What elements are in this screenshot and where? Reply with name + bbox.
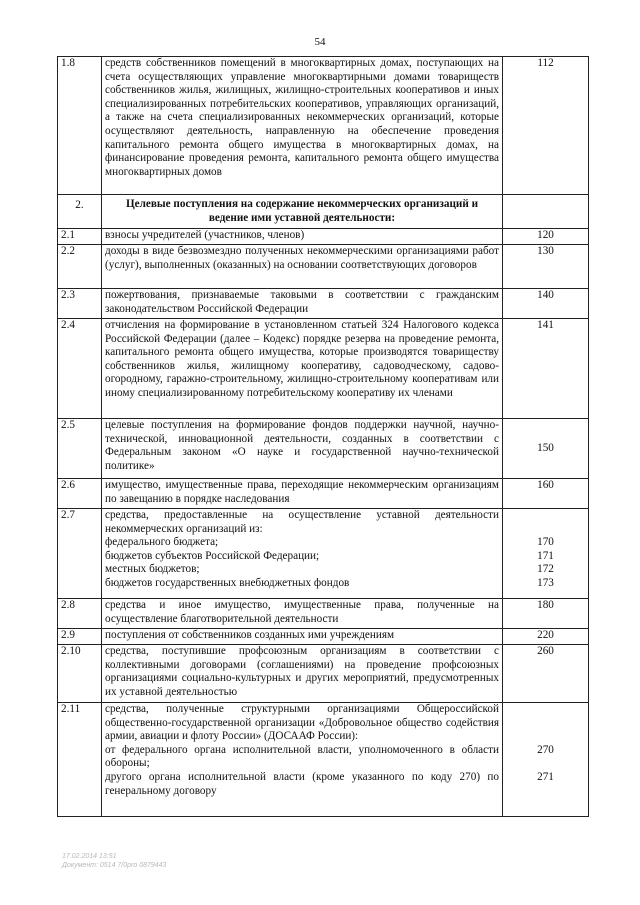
stamp-line: 17.02.2014 13:51 (62, 853, 117, 860)
row-code (503, 195, 589, 229)
section-heading: Целевые поступления на содержание некоммерческих организаций и ведение ими уставной деятельности: (102, 195, 503, 229)
sub-item-text: от федерального органа исполнительной власти, уполномоченного в области обороны; (105, 743, 499, 770)
sub-item-text: бюджетов субъектов Российской Федерации; (105, 549, 320, 562)
row-description-intro: средства, полученные структурными организациями Общероссийской общественно-государственной организации «Добровольное общество содействия армии, авиации и флоту России» (ДОСААФ России): (105, 703, 499, 743)
table-row (58, 645, 589, 703)
row-code: 260 (503, 645, 589, 703)
row-description-intro: средства, предоставленные на осуществление уставной деятельности некоммерческих организаций из: (105, 509, 499, 535)
table-row (58, 479, 589, 509)
row-code: 140 (503, 289, 589, 319)
row-number: 2.1 (58, 229, 102, 245)
stamp-line: Документ: 0514 7/0pro 0879443 (62, 862, 167, 869)
document-stamp (62, 852, 166, 870)
row-description: имущество, имущественные права, переходящие некоммерческим организациям по завещанию в порядке наследования (102, 479, 503, 509)
table-row (58, 319, 589, 419)
table-row (58, 509, 589, 599)
row-code: 130 (503, 245, 589, 289)
row-number: 2.8 (58, 599, 102, 629)
row-description: взносы учредителей (участников, членов) (102, 229, 503, 245)
row-description: поступления от собственников созданных ими учреждениям (102, 629, 503, 645)
row-description: отчисления на формирование в установленном статьей 324 Налогового кодекса Российской Федерации (далее – Кодекс) порядке резерва на проведение ремонта, капитального ремонта общего имущества, которые производятся товариществу собственников жилья, жилищному кооперативу, садоводческому, садово-огородному, гаражно-строительному, жилищно-строительному кооперативам или иному специализированному потребительскому кооперативу их членами (102, 319, 503, 419)
row-number: 1.8 (58, 57, 102, 195)
sub-item-text: другого органа исполнительной власти (кроме указанного по коду 270) по генеральному договору (105, 770, 499, 797)
row-number: 2.2 (58, 245, 102, 289)
row-description: средств собственников помещений в многоквартирных домах, поступающих на счета осуществляющих управление многоквартирными домами товариществ собственников жилья, жилищных, жилищно-строительных кооперативов и иных специализированных потребительских кооперативов, управляющих организаций, а также на счета специализированных некоммерческих организаций, которые осуществляют деятельность, направленную на обеспечение проведения капитального ремонта общего имущества в многоквартирных домах, на финансирование проведения ремонта, капитального ремонта общего имущества многоквартирных домов (102, 57, 503, 195)
page-number: 54 (314, 36, 326, 48)
row-number: 2.7 (58, 509, 102, 599)
table-row (58, 629, 589, 645)
table-row (58, 599, 589, 629)
table-row (58, 703, 589, 817)
sub-item-code: 270 (537, 744, 554, 756)
table-row (58, 57, 589, 195)
row-description (102, 509, 503, 599)
row-code (503, 703, 589, 817)
row-number: 2.11 (58, 703, 102, 817)
row-code: 150 (503, 419, 589, 479)
row-description: средства и иное имущество, имущественные права, полученные на осуществление благотворительной деятельности (102, 599, 503, 629)
table-row (58, 419, 589, 479)
sub-item-text: федерального бюджета; (105, 536, 219, 549)
table-row (58, 229, 589, 245)
row-code: 160 (503, 479, 589, 509)
sub-item-text: бюджетов государственных внебюджетных фондов (105, 576, 350, 589)
row-description: средства, поступившие профсоюзным организациям в соответствии с коллективными договорами (соглашениями) на проведение профсоюзных организациями социально-культурных и других мероприятий, предусмотренных их уставной деятельностью (102, 645, 503, 703)
sub-item-code: 173 (537, 576, 554, 589)
section-header-row (58, 195, 589, 229)
row-code (503, 509, 589, 599)
sub-item-code: 172 (537, 563, 554, 576)
row-code: 112 (503, 57, 589, 195)
row-description: пожертвования, признаваемые таковыми в соответствии с гражданским законодательством Российской Федерации (102, 289, 503, 319)
sub-item-code: 171 (537, 549, 554, 562)
row-number: 2.3 (58, 289, 102, 319)
row-description: целевые поступления на формирование фондов поддержки научной, научно-технической, инновационной деятельности, созданных в соответствии с Федеральным законом «О науке и государственной научно-технической политике» (102, 419, 503, 479)
row-code: 120 (503, 229, 589, 245)
row-number: 2.4 (58, 319, 102, 419)
row-description (102, 703, 503, 817)
row-code: 220 (503, 629, 589, 645)
row-number: 2.9 (58, 629, 102, 645)
table-row (58, 289, 589, 319)
row-number: 2. (58, 195, 102, 229)
sub-item-code: 170 (537, 536, 554, 548)
row-code: 141 (503, 319, 589, 419)
row-number: 2.5 (58, 419, 102, 479)
sub-item-code: 271 (537, 771, 554, 783)
table-row (58, 245, 589, 289)
row-number: 2.10 (58, 645, 102, 703)
row-code: 180 (503, 599, 589, 629)
income-codes-table (57, 56, 589, 817)
row-number: 2.6 (58, 479, 102, 509)
row-description: доходы в виде безвозмездно полученных некоммерческими организациями работ (услуг), выполненных (оказанных) на основании соответствующих договоров (102, 245, 503, 289)
sub-item-text: местных бюджетов; (105, 563, 200, 576)
